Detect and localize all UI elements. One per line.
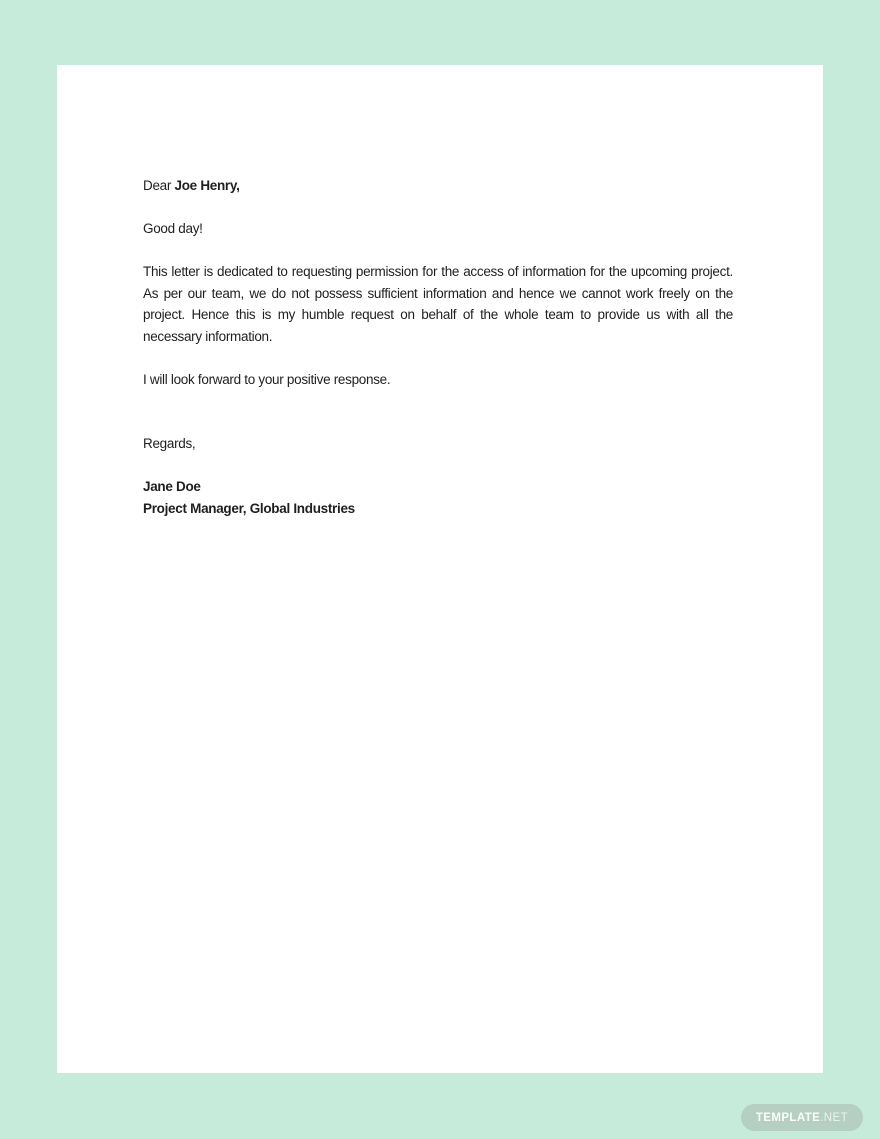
greeting-prefix: Dear (143, 178, 175, 193)
signature-block (143, 476, 733, 519)
watermark-brand-text: TEMPLATE (755, 1111, 821, 1124)
body-paragraph: This letter is dedicated to requesting permission for the access of information for the upcoming project. As per our team, we do not possess sufficient information and hence we cannot work freely on the project. Hence this is my humble request on behalf of the whole team to provide us with all the necessary information. (143, 264, 733, 344)
watermark-brand-suffix: .NET (820, 1111, 848, 1124)
letter-content (143, 175, 733, 519)
letter-page (57, 65, 823, 1073)
greeting-line (143, 175, 733, 197)
recipient-name: Joe Henry, (174, 178, 240, 193)
salutation-line: Good day! (143, 221, 203, 236)
sender-title: Project Manager, Global Industries (143, 500, 355, 516)
sender-name: Jane Doe (143, 479, 201, 494)
templatenet-watermark-badge (741, 1104, 863, 1131)
closing-line: I will look forward to your positive response. (143, 371, 391, 387)
sign-off-line: Regards, (143, 436, 196, 451)
